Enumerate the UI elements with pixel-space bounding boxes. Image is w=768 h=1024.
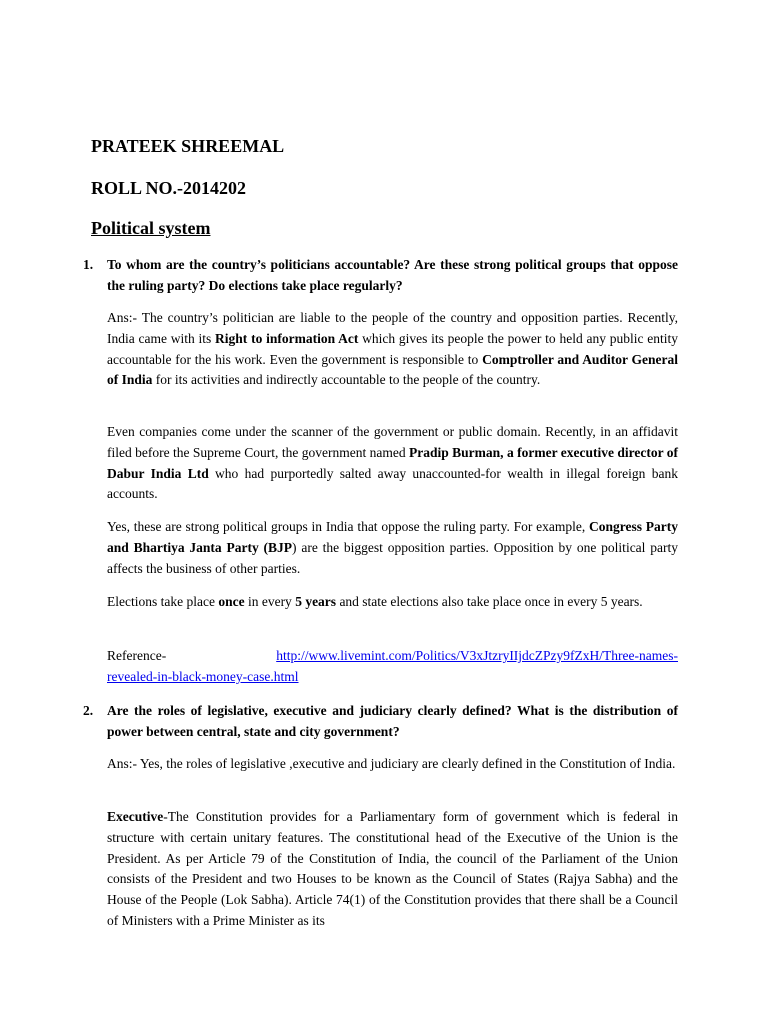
answer-1-paragraph-4: Elections take place once in every 5 years and state elections also take place once in every 5 years.: [107, 594, 643, 609]
reference-link[interactable]: http://www.livemint.com/Politics/V3xJtzryIIjdcZPzy9fZxH/Three-names-: [276, 648, 678, 663]
reference-label: Reference-: [107, 648, 167, 663]
question-1-number: 1.: [83, 257, 94, 272]
answer-2-paragraph-1: Ans:- Yes, the roles of legislative ,executive and judiciary are clearly defined in the Constitution of India.: [107, 756, 676, 771]
question-1: [83, 254, 678, 296]
question-2-number: 2.: [83, 703, 94, 718]
reference-link-continued[interactable]: revealed-in-black-money-case.html: [107, 669, 299, 684]
answer-1-paragraph-2: Even companies come under the scanner of the government or public domain. Recently, in an affidavit filed before the Supreme Court, the government named Pradip Burman, a former executive director of Dabur India Ltd who had purportedly salted away unaccounted-for wealth in illegal foreign bank accounts.: [107, 424, 678, 502]
answer-1-paragraph-3: Yes, these are strong political groups in India that oppose the ruling party. For example, Congress Party and Bhartiya Janta Party (BJP) are the biggest opposition parties. Opposition by one political party affects the business of other parties.: [107, 519, 678, 576]
roll-number: ROLL NO.-2014202: [91, 178, 247, 198]
author-name: PRATEEK SHREEMAL: [91, 136, 285, 156]
answer-2-paragraph-2: Executive-The Constitution provides for a Parliamentary form of government which is federal in structure with certain unitary features. The constitutional head of the Executive of the Union is the President. As per Article 79 of the Constitution of India, the council of the Parliament of the Union consists of the President and two Houses to be known as the Council of States (Rajya Sabha) and the House of the People (Lok Sabha). Article 74(1) of the Constitution provides that there shall be a Council of Ministers with a Prime Minister as its: [107, 809, 678, 928]
answer-1-paragraph-1: Ans:- The country’s politician are liable to the people of the country and opposition parties. Recently, India came with its Right to information Act which gives its people the power to held any public entity accountable for the his work. Even the government is responsible to Comptroller and Auditor General of India for its activities and indirectly accountable to the people of the country.: [107, 310, 678, 388]
question-1-text: To whom are the country’s politicians accountable? Are these strong political groups that oppose the ruling party? Do elections take place regularly?: [107, 257, 678, 293]
question-2: [83, 700, 678, 742]
question-2-text: Are the roles of legislative, executive and judiciary clearly defined? What is the distribution of power between central, state and city government?: [107, 703, 678, 739]
reference: [107, 646, 678, 688]
document-title: Political system: [91, 218, 211, 238]
